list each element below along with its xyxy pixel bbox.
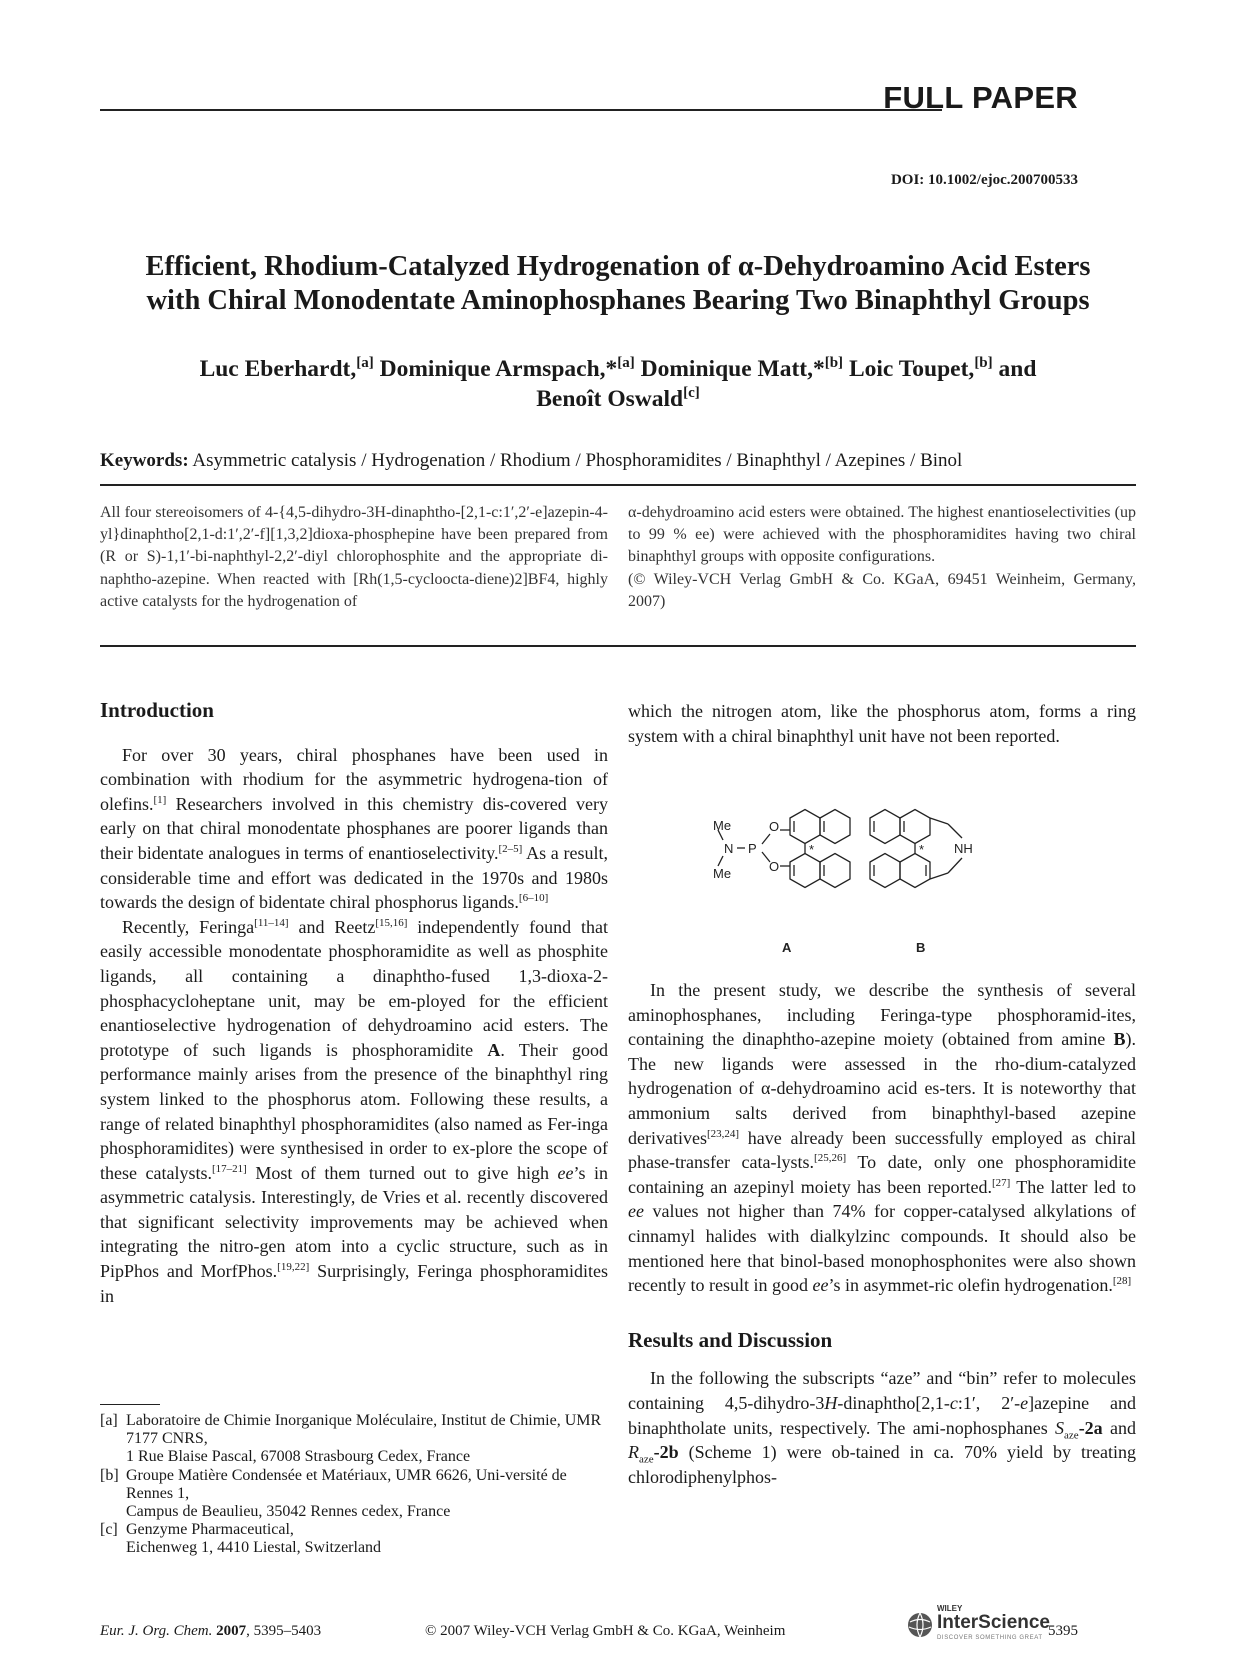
structure-label-a: A [782, 940, 792, 955]
abstract-rule [100, 645, 1136, 647]
italic-term: ee [812, 1275, 829, 1296]
footnote-text: 1 Rue Blaise Pascal, 67008 Strasbourg Cedex, France [126, 1448, 471, 1466]
citation: [19,22] [277, 1261, 310, 1274]
text-run: (Scheme 1) were ob-tained in ca. 70% yield by treating chlorodiphenylphos- [628, 1442, 1136, 1487]
footnote-text: Laboratoire de Chimie Inorganique Moléculaire, Institut de Chimie, UMR 7177 CNRS, [126, 1412, 602, 1448]
text-run: -dinaphtho[2,1- [837, 1392, 950, 1413]
title-line-1: Efficient, Rhodium-Catalyzed Hydrogenation of α-Dehydroamino Acid Esters [145, 251, 1091, 282]
journal-citation [100, 1623, 321, 1640]
page-number: 5395 [1048, 1623, 1078, 1639]
keywords-label: Keywords: [100, 450, 189, 471]
italic-term: ee [628, 1201, 644, 1222]
text-run: . Their good performance mainly arises from the presence of the binaphthyl ring system linked to the phosphorus atom. Following these results, a range of related binaphthyl phosphoramidites (also named as Fer-inga phosphoramidites) were synthesised in order to ex-plore the scope of these catalysts. [100, 1039, 608, 1183]
intro-paragraph-3 [628, 978, 1136, 1298]
footnote-tag: [b] [100, 1466, 119, 1484]
abstract-right-text: α-dehydroamino acid esters were obtained. The highest enantioselectivities (up to 99 % ee) were achieved with the phosphoramidites having two chiral binaphthyl groups with opposite configurations. [628, 504, 1136, 566]
text-run: As a result, considerable time and effort was dedicated in the 1970s and 1980s towards the design of bidentate chiral phosphorus ligands. [100, 842, 608, 913]
italic-term: ee [557, 1162, 574, 1183]
subscript: aze [639, 1453, 654, 1466]
text-run: :1′, 2′- [957, 1392, 1021, 1413]
citation: [1] [153, 793, 167, 806]
author-name: Loic Toupet, [843, 356, 975, 382]
globe-icon [906, 1611, 934, 1639]
footnote-text: Eichenweg 1, 4410 Liestal, Switzerland [126, 1539, 382, 1557]
author-list [100, 354, 1136, 414]
italic-term: H [824, 1392, 838, 1413]
abstract-copyright: (© Wiley-VCH Verlag GmbH & Co. KGaA, 69451 Weinheim, Germany, 2007) [628, 570, 1136, 610]
abstract-left [100, 502, 608, 613]
author-conjunction: and [992, 356, 1037, 382]
compound-label: A [487, 1039, 501, 1060]
citation: [27] [991, 1176, 1011, 1189]
amine-nh-label: NH [954, 841, 973, 856]
left-column [100, 698, 608, 1308]
nitrogen-label: N [724, 841, 734, 856]
right-column-main [628, 978, 1136, 1489]
chemical-structures-figure [690, 790, 1090, 970]
footnote-rule [100, 1404, 160, 1405]
text-run: ’s in asymmetric catalysis. Interestingly, de Vries et al. recently discovered that significant selectivity improvements may be achieved when integrating the nitro-gen atom into a cyclic structure, such as in PipPhos and MorfPhos. [100, 1162, 608, 1282]
text-run: Recently, Feringa [122, 916, 255, 937]
text-run: To date, only one phosphoramidite containing an azepinyl moiety has been reported. [628, 1152, 1136, 1197]
abstract-left-text: All four stereoisomers of 4-{4,5-dihydro-3H-dinaphtho-[2,1-c:1′,2′-e]azepin-4-yl}dinaphtho[2,1-d:1′,2′-f][1,3,2]dioxa-phosphepine have been prepared from (R or S)-1,1′-bi-naphthyl-2,2′-diyl chlorophosphite and the appropriate di-naphtho-azepine. When reacted with [Rh(1,5-cycloocta-diene)2]BF4, highly active catalysts for the hydrogenation of [100, 504, 608, 610]
text-run: In the following the subscripts “aze” and “bin” refer to molecules containing 4,5-dihydro-3 [628, 1368, 1136, 1413]
paper-title [100, 250, 1136, 318]
stereo-center-mark: * [809, 842, 815, 857]
stereo-center-mark: * [919, 842, 925, 857]
abstract-right [628, 502, 1136, 613]
logo-name: InterScience [937, 1612, 1050, 1633]
keywords [100, 450, 962, 472]
logo-tagline: DISCOVER SOMETHING GREAT [937, 1635, 1043, 1641]
author-name: Benoît Oswald [536, 386, 684, 412]
citation: [2–5] [498, 842, 523, 855]
section-heading-introduction: Introduction [100, 698, 214, 722]
oxygen-label: O [769, 859, 780, 874]
author-name: Dominique Armspach,* [373, 356, 618, 382]
compound-label: -2a [1078, 1417, 1103, 1438]
text-run: values not higher than 74% for copper-catalysed alkylations of cinnamyl halides with dialkylzinc compounds. It should also be mentioned here that binol-based monophosphonites were also shown recently to result in good [628, 1201, 1136, 1296]
compound-label: -2b [653, 1442, 679, 1463]
affiliation-footnotes [100, 1412, 608, 1558]
footnote-a [100, 1412, 608, 1467]
structure-label-b: B [916, 940, 926, 955]
journal-year: 2007 [212, 1623, 247, 1639]
intro-paragraph-continued: which the nitrogen atom, like the phosphorus atom, forms a ring system with a chiral binaphthyl unit have not been reported. [628, 701, 1136, 746]
oxygen-label: O [769, 819, 780, 834]
footer-copyright: © 2007 Wiley-VCH Verlag GmbH & Co. KGaA, Weinheim [425, 1623, 786, 1639]
section-label: FULL PAPER [883, 80, 1078, 115]
section-heading-results: Results and Discussion [628, 1327, 833, 1352]
affiliation-mark: [b] [824, 355, 844, 372]
methyl-label: Me [713, 818, 732, 833]
citation: [25,26] [814, 1152, 847, 1165]
text-run: ). The new ligands were assessed in the rho-dium-catalyzed hydrogenation of α-dehydroamino acid es-ters. It is noteworthy that ammonium salts derived from binaphthyl-based azepine derivatives [628, 1029, 1136, 1148]
text-run: and [1102, 1417, 1136, 1438]
italic-term: c [949, 1392, 958, 1413]
citation: [23,24] [706, 1127, 740, 1140]
text-run: ’s in asymmet-ric olefin hydrogenation. [828, 1275, 1113, 1296]
affiliation-mark: [b] [974, 355, 993, 372]
italic-term: S [1055, 1417, 1065, 1438]
italic-term: R [628, 1442, 639, 1463]
results-paragraph-1 [628, 1366, 1136, 1489]
affiliation-mark: [a] [356, 355, 374, 372]
text-run: Most of them turned out to give high [246, 1162, 558, 1183]
footnote-tag: [a] [100, 1412, 118, 1429]
journal-name: Eur. J. Org. Chem. [100, 1623, 213, 1639]
footnote-tag: [c] [100, 1521, 118, 1539]
citation: [15,16] [375, 916, 408, 929]
footnote-c [100, 1521, 608, 1557]
text-run: independently found that easily accessible monodentate phosphoramidite as well as phosphite ligands, all containing a dinaphtho-fused 1,3-dioxa-2-phosphacycloheptane unit, may be em-ployed for the efficient enantioselective hydrogenation of dehydroamino acid esters. The prototype of such ligands is phosphoramidite [100, 916, 608, 1060]
text-run: Surprisingly, Feringa phosphoramidites in [100, 1261, 609, 1306]
text-run: Researchers involved in this chemistry dis-covered very early on that chiral monodentate phosphanes are poorer ligands than their bidentate analogues in terms of enantioselectivity. [100, 793, 608, 863]
keywords-rule [100, 484, 1136, 486]
citation: [11–14] [254, 916, 289, 929]
affiliation-mark: [a] [617, 355, 635, 372]
footnote-text: Campus de Beaulieu, 35042 Rennes cedex, France [126, 1503, 451, 1521]
citation: [6–10] [518, 892, 549, 905]
text-run: The latter led to [1010, 1176, 1136, 1197]
text-run: have already been successfully employed as chiral phase-transfer cata-lysts. [628, 1127, 1136, 1173]
text-run: ]azepine and binaphtholate units, respectively. The ami-nophosphanes [628, 1392, 1136, 1438]
italic-term: e [1020, 1392, 1029, 1413]
methyl-label: Me [713, 866, 732, 881]
author-name: Dominique Matt,* [634, 356, 825, 382]
footnote-text: Genzyme Pharmaceutical, [126, 1521, 294, 1539]
text-run: For over 30 years, chiral phosphanes have been used in combination with rhodium for the asymmetric hydrogena-tion of olefins. [100, 744, 608, 814]
title-line-2: with Chiral Monodentate Aminophosphanes Bearing Two Binaphthyl Groups [146, 285, 1090, 316]
compound-label: B [1113, 1029, 1126, 1050]
keywords-list: Asymmetric catalysis / Hydrogenation / Rhodium / Phosphoramidites / Binaphthyl / Azepines / Binol [188, 450, 963, 471]
right-column-top [628, 699, 1136, 748]
footnote-text: Groupe Matière Condensée et Matériaux, UMR 6626, Uni-versité de Rennes 1, [126, 1466, 567, 1502]
text-run: In the present study, we describe the synthesis of several aminophosphanes, including Feringa-type phosphoramid-ites, containing the dinaphtho-azepine moiety (obtained from amine [628, 980, 1136, 1050]
footnote-b [100, 1467, 608, 1522]
phosphorus-label: P [748, 841, 757, 856]
citation: [17–21] [212, 1162, 247, 1175]
logo-wiley: WILEY [937, 1604, 963, 1613]
affiliation-mark: [c] [683, 385, 700, 402]
header-rule [100, 109, 942, 111]
citation: [28] [1112, 1275, 1132, 1288]
text-run: and Reetz [288, 916, 376, 937]
journal-pages: , 5395–5403 [246, 1623, 322, 1639]
subscript: aze [1064, 1429, 1079, 1442]
intro-paragraph-2 [100, 915, 608, 1309]
intro-paragraph-1 [100, 743, 608, 915]
doi: DOI: 10.1002/ejoc.200700533 [890, 172, 1078, 188]
author-name: Luc Eberhardt, [199, 356, 357, 382]
